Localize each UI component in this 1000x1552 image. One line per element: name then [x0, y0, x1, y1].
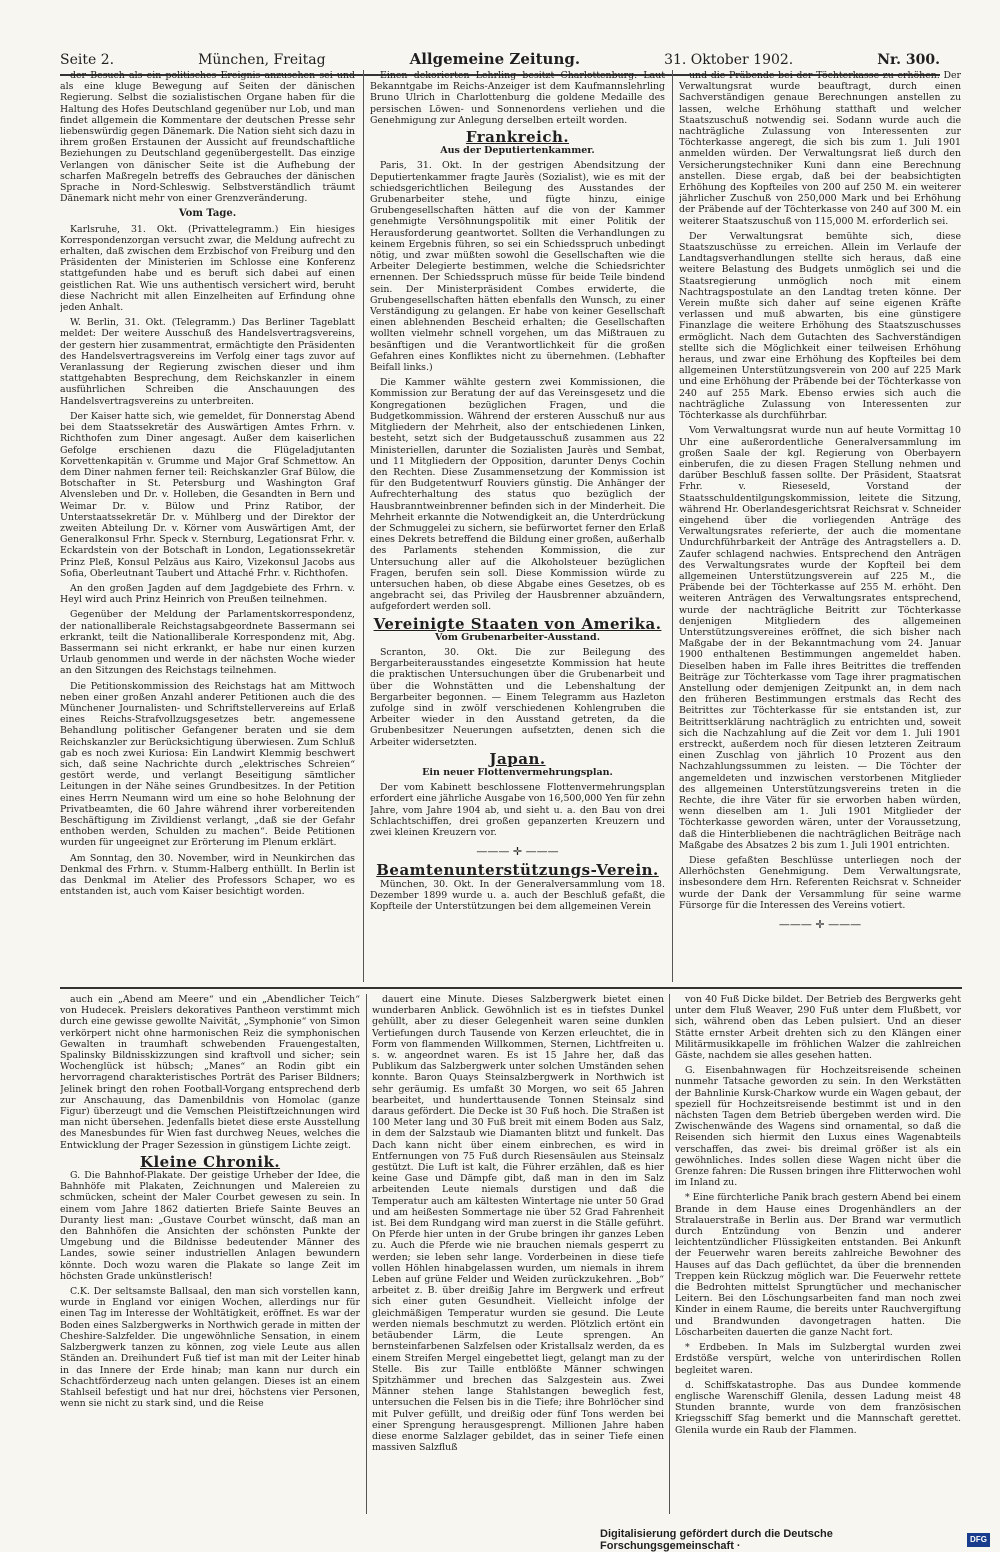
lower-column-3: [675, 994, 961, 1514]
upper-column-1: [60, 70, 355, 980]
section-subtitle: Aus der Deputiertenkammer.: [440, 145, 595, 157]
digitization-footer: [600, 1528, 990, 1552]
article-paragraph: Paris, 31. Okt. In der gestrigen Abendsitzung der Deputiertenkammer fragte Jaurès (Sozialist), wie es mit der schiedsgerichtlichen Beilegung des Ausstandes der Grubenarbeiter stehe, und fügte hinzu, einige Grubengesellschaften hätten auf die von der Kammer genehmigte Versöhnungspolitik mit einer Politik der Herausforderung geantwortet. Sollten die Verhandlungen zu keinem Ergebnis führen, so sei ein Schiedsspruch unbedingt nötig, und zwar müßten sowohl die Gesellschaften wie die Arbeiter Delegierte bestimmen, welche die Schiedsrichter ernennen. Der Schiedsspruch müsse für beide Teile bindend sein. Der Ministerpräsident Combes erwiderte, die Grubengesellschaften hätten ebenfalls den Wunsch, zu einer Verständigung zu gelangen. Er habe von keiner Gesellschaft einen ablehnenden Bescheid erhalten; die Gesellschaften wollten vielmehr schnell vorgehen, um das Mißtrauen zu besänftigen und die Verantwortlichkeit für die großen Gefahren eines Konfliktes nicht zu übernehmen. (Lebhafter Beifall links.): [370, 160, 665, 374]
article-paragraph: Einen dekorierten Lehrling besitzt Charlottenburg. Laut Bekanntgabe im Reichs-Anzeiger ist dem Kaufmannslehrling Bruno Ulrich in Charlottenburg die goldene Medaille des persischen Löwen- und Sonnenordens verliehen und die Genehmigung zur Anlegung derselben erteilt worden.: [370, 70, 665, 126]
section-subtitle: Ein neuer Flottenvermehrungsplan.: [422, 766, 613, 778]
article-paragraph: * Eine fürchterliche Panik brach gestern Abend bei einem Brande in dem Hause eines Drogenhändlers an der Stralauerstraße in Berlin aus. Der Brand war vermutlich durch Entzündung von Benzin und anderer leichtentzündlicher Flüssigkeiten entstanden. Bei Ankunft der Feuerwehr waren bereits zahlreiche Bewohner des Hauses auf das Dach geflüchtet, da über die brennenden Treppen kein Rückzug möglich war. Die Feuerwehr rettete die Bedrohten mittelst Sprungtücher und mechanischer Leitern. Bei den Löschungsarbeiten fand man noch zwei Kinder in einem Raume, die bereits unter Rauchvergiftung und Brandwunden davongetragen hatten. Die Löscharbeiten dauerten die ganze Nacht fort.: [675, 1192, 961, 1338]
article-paragraph: Am Sonntag, den 30. November, wird in Neunkirchen das Denkmal des Frhrn. v. Stumm-Halberg enthüllt. In Berlin ist das Denkmal im Atelier des Professors Schaper, wo es entstanden ist, auch vom Kaiser besichtigt worden.: [60, 852, 355, 898]
column-divider: [366, 994, 367, 1514]
section-title-amerika: Vereinigte Staaten von Amerika.: [373, 614, 662, 633]
article-paragraph: Die Petitionskommission des Reichstags hat am Mittwoch neben einer großen Anzahl anderer Petitionen auch die des Münchener Journalisten- und Schriftstellervereins auf Erlaß eines Reichs-Strafvollzugsgesetzes betr. angemessene Behandlung politischer Gefangener beraten und sie dem Reichskanzler zur Berücksichtigung überwiesen. Zum Schluß gab es noch zwei Kuriosa: Ein Landwirt Klemmig beschwert sich, daß seine Nachrichte durch „elektrisches Schreien“ gestört werde, und verlangt Beseitigung sämtlicher Leitungen in der Nähe seines Grundbesitzes. In der Petition eines Herrn Neumann wird um eine so hohe Belohnung der Privatbeamten, die 60 Jahre während ihrer vorbereitenden Beschäftigung im Zivildienst verlangt, „daß sie der Gefahr enthoben werden, Schulden zu machen“. Beide Petitionen wurden für ungeeignet zur Erörterung im Plenum erklärt.: [60, 680, 355, 849]
section-title-japan: Japan.: [489, 749, 546, 768]
page-number: Seite 2.: [60, 52, 115, 68]
column-divider: [363, 70, 364, 982]
section-title-chronik: Kleine Chronik.: [139, 1152, 281, 1171]
section-subtitle: Vom Grubenarbeiter-Ausstand.: [434, 631, 601, 643]
upper-column-2: [370, 70, 665, 980]
article-paragraph: der Besuch als ein politisches Ereignis anzusehen sei und als eine kluge Bewegung auf Seiten der dänischen Regierung. Selbst die sozialistischen Organe haben für die Haltung des Hofes Deutschland gegenüber nur Lob, und man findet allgemein die Kommentare der deutschen Presse sehr liebenswürdig gegen Dänemark. Die Nation sieht sich dazu in ihrem großen Erstaunen der Aussicht auf freundschaftliche Beziehungen zu Deutschland gegenübergestellt. Das einzige Verlangen von dänischer Seite ist die Aufhebung der scharfen Maßregeln betreffs des Gebrauches der dänischen Sprache in Nord-Schleswig. Selbstverständlich träumt Dänemark nicht mehr von einer Grenzveränderung.: [60, 70, 355, 205]
article-paragraph: Scranton, 30. Okt. Die zur Beilegung des Bergarbeiterausstandes eingesetzte Kommission hat heute die praktischen Untersuchungen über die Grubenarbeit und über die Wohnstätten und die Lebenshaltung der Bergarbeiter begonnen. — Einem Telegramm aus Hazleton zufolge sind in zwölf verschiedenen Kohlengruben die Arbeiter wieder in den Ausstand getreten, da die Grubenbesitzer Neuerungen aufsetzten, denen sich die Arbeiter widersetzten.: [370, 646, 665, 748]
article-paragraph: * Erdbeben. In Mals im Sulzbergtal wurden zwei Erdstöße verspürt, welche von unterirdischen Rollen begleitet waren.: [675, 1342, 961, 1376]
article-paragraph: Der vom Kabinett beschlossene Flottenvermehrungsplan erfordert eine jährliche Ausgabe von 16,500,000 Yen für zehn Jahre, vom Jahre 1904 ab, und sieht u. a. den Bau von drei Schlachtschiffen, drei großen gepanzerten Kreuzern und zwei kleinen Kreuzern vor.: [370, 782, 665, 838]
section-divider: [60, 987, 962, 989]
article-paragraph: Vom Verwaltungsrat wurde nun auf heute Vormittag 10 Uhr eine außerordentliche Generalversammlung im großen Saale der kgl. Regierung von Oberbayern einberufen, die zu diesen Fragen Stellung nehmen und darüber Beschluß fassen sollte. Der Präsident, Staatsrat Frhr. v. Rieseseld, Vorstand der Staatsschuldentilgungskommission, leitete die Sitzung, während Hr. Oberlandesgerichtsrat Reichsrat v. Schneider eingehend über die vorliegenden Anträge des Verwaltungsrates referierte, der auch die momentane Undurchführbarkeit der Anträge des Antragstellers a. D. Zaufer schlagend nachwies. Entsprechend den Anträgen des Verwaltungsrates wurde der Kopfteil bei dem allgemeinen Unterstützungsverein auf 225 M., die Präbende bei der Töchterkasse auf 255 M. erhöht. Den weiteren Anträgen des Verwaltungsrates entsprechend, wurde der nachträgliche Beitritt zur Töchterkasse denjenigen Mitgliedern des allgemeinen Unterstützungsvereines eröffnet, die sich bisher nach Maßgabe der in der Bekanntmachung vom 24. Januar 1900 enthaltenen Bestimmungen angemeldet haben. Dieselben haben im Falle ihres Beitrittes die treffenden Beiträge zur Töchterkasse vom Tage ihrer pragmatischen Anstellung oder demjenigen Zeitpunkt an, in dem nach den früheren Bestimmungen erstmals das Recht des Beitrittes zur Töchterkasse für sie entstanden ist, zur Beitrittserklärung nachträglich zu entrichten und, soweit sich die Nachzahlung auf die Zeit vor dem 1. Juli 1901 erstreckt, außerdem noch für diesen letzteren Zeitraum einen Zuschlag von jährlich 10 Prozent aus den Nachzahlungssummen zu leisten. — Die Töchter der angemeldeten und inzwischen verstorbenen Mitglieder des allgemeinen Unterstützungsvereins treten in die Rechte, die ihre Väter für sie erworben haben würden, wenn dieselben am 1. Juli 1901 Mitglieder der Töchterkasse geworden wären, unter der Voraussetzung, daß die Hinterbliebenen die nachträglichen Beiträge nach Maßgabe des Absatzes 2 bis zum 1. Juli 1901 entrichten.: [679, 425, 961, 851]
issue-number: Nr. 300.: [877, 52, 940, 68]
ornament-divider: ——— ✛ ———: [778, 918, 862, 932]
footer-text: Digitalisierung gefördert durch die Deutsche Forschungsgemeinschaft ·: [600, 1528, 833, 1552]
article-paragraph: G. Die Bahnhof-Plakate. Der geistige Urheber der Idee, die Bahnhöfe mit Plakaten, Zeichnungen und Malereien zu schmücken, scheint der Maler Courbet gewesen zu sein. In einem vom Jahre 1862 datierten Briefe Sainte Beuves an Duranty liest man: „Gustave Courbet wünscht, daß man an den Bahnhöfen die Ansichten der schönsten Punkte der Umgebung und die Bildnisse bedeutender Männer des Landes, sowie seiner industriellen Anlagen bewundern könnte. Doch wozu waren die Plakate so lange Zeit im höchsten Grade unkünstlerisch!: [60, 1170, 360, 1282]
column-divider: [672, 70, 673, 982]
article-paragraph: dauert eine Minute. Dieses Salzbergwerk bietet einen wunderbaren Anblick. Gewöhnlich ist es in tiefstes Dunkel gehüllt, aber zu dieser Gelegenheit waren seine dunklen Vertiefungen durch Tausende von Kerzen erleuchtet, die in Form von flammenden Willkommen, Sternen, Lichtfreiten u. s. w. angeordnet waren. Es ist 15 Jahre her, daß das Publikum das Salzbergwerk unter solchen Umständen sehen konnte. Baron Quays Steinsalzbergwerk in Northwich ist sehr geräumig. Es umfaßt 30 Morgen, wo seit 65 Jahren bearbeitet, und hunderttausende Tonnen Steinsalz sind daraus gefördert. Die Decke ist 30 Fuß hoch. Die Straßen ist 100 Meter lang und 30 Fuß breit mit einem Boden aus Salz, in dem der Salzstaub wie Diamanten blitzt und funkelt. Das Dach kann nicht über einem einbrechen, es wird in Entfernungen von 75 Fuß durch Riesensäulen aus Steinsalz gestützt. Die Luft ist kalt, die Führer erzählen, daß es hier keine Gase und Dämpfe gibt, daß man in den im Salz arbeitenden Leute niemals durstigen und daß die Temperatur auch am kältesten Wintertage nie unter 50 Grad und am heißesten Sommertage nie über 52 Grad Fahrenheit ist. Bei dem Rundgang wird man zuerst in die Ställe geführt. On Pferde hier unten in der Grube bringen ihr ganzes Leben zu. Auch die Pferde wie nie brauchen niemals gesperrt zu werden; sie leben sehr lange. Vorderbeinen in diese tiefe vollen Höhlen hinabgelassen wurden, um niemals in ihrem Leben auf grüne Felder und Weiden zurückzukehren. „Bob“ arbeitet z. B. über dreißig Jahre im Bergwerk und erfreut sich einer guten Gesundheit. Vielleicht infolge der gleichmäßigen Temperatur wurden sie gesund. Die Leute werden niemals beschmutzt zu werden. Plötzlich ertönt ein betäubender Lärm, die Leute sprengen. An bernsteinfarbenen Salzfelsen oder Kristallsalz werden, da es einem Streifen Mergel eingebettet liegt, gelangt man zu der Stelle. Bis zur Taille entblößte Männer schwingen Spitzhämmer und brechen das Salzgestein aus. Zwei Männer stehen lange Stahlstangen beweglich fest, untersuchen die Felsen bis in die Tiefe; ihre Bohrlöcher sind mit Pulver gefüllt, und dreißig oder fünf Tons werden bei einer Sprengung herausgesprengt. Millionen Jahre haben diese enorme Salzlager gebildet, das in seiner Tiefe einen massiven Salzfluß: [372, 994, 664, 1454]
article-paragraph: München, 30. Okt. In der Generalversammlung vom 18. Dezember 1899 wurde u. a. auch der Beschluß gefaßt, die Kopfteile der Unterstützungen bei dem allgemeinen Verein: [370, 878, 665, 913]
article-paragraph: Der Kaiser hatte sich, wie gemeldet, für Donnerstag Abend bei dem Staatssekretär des Auswärtigen Amtes Frhrn. v. Richthofen zum Diner angesagt. Außer dem kaiserlichen Gefolge erschienen dazu die Flügeladjutanten Korvettenkapitän v. Grumme und Major Graf Schmettow. An dem Diner nahmen ferner teil: Reichskanzler Graf Bülow, die Botschafter in St. Petersburg und Washington Graf Alvensleben und Dr. v. Holleben, die Gesandten in Bern und Weimar Dr. v. Bülow und Prinz Ratibor, der Unterstaatssekretär Dr. v. Mühlberg und der Direktor der zweiten Abteilung Dr. v. Körner vom Auswärtigen Amt, der Generalkonsul Frhr. Speck v. Sternburg, Legationsrat Frhr. v. Eckardstein von der Botschaft in London, Legationssekretär Prinz Pleß, Konsul Pelzäus aus Kairo, Vizekonsul Jacobs aus Sofia, Oberleutnant Taubert und Attaché Frhr. v. Richthofen.: [60, 410, 355, 579]
section-title-frankreich: Frankreich.: [465, 128, 570, 147]
article-paragraph: An den großen Jagden auf dem Jagdgebiete des Frhrn. v. Heyl wird auch Prinz Heinrich von Preußen teilnehmen.: [60, 582, 355, 606]
article-paragraph: von 40 Fuß Dicke bildet. Der Betrieb des Bergwerks geht unter dem Fluß Weaver, 290 Fuß unter dem Flußbett, vor sich, während oben das Leben pulsiert. Und an dieser Stätte ernster Arbeit drehten sich zu den Klängen einer Militärmusikkapelle im fröhlichen Walzer die zahlreichen Gäste, nachdem sie alles gesehen hatten.: [675, 994, 961, 1062]
ornament-divider: ——— ✛ ———: [476, 845, 559, 859]
article-paragraph: Diese gefaßten Beschlüsse unterliegen noch der Allerhöchsten Genehmigung. Dem Verwaltungsrate, insbesondere dem Hrn. Referenten Reichsrat v. Schneider wurde der Dank der Versammlung für seine warme Fürsorge für die Interessen des Vereins votiert.: [679, 855, 961, 911]
newspaper-title: Allgemeine Zeitung.: [409, 50, 581, 68]
article-paragraph: Gegenüber der Meldung der Parlamentskorrespondenz, der nationalliberale Reichstagsabgeordnete Bassermann sei erkrankt, teilt die Nationalliberale Korrespondenz mit, Abg. Bassermann sei nicht erkrankt, er habe nur einen kurzen Urlaub genommen und werde in der nächsten Woche wieder an den Sitzungen des Reichstags teilnehmen.: [60, 609, 355, 677]
article-paragraph: Karlsruhe, 31. Okt. (Privattelegramm.) Ein hiesiges Korrespondenzorgan versucht zwar, die Meldung aufrecht zu erhalten, daß zwischen dem Erzbischof von Freiburg und den Präsidenten der Ministerien im Schlosse eine Konferenz stattgefunden habe und es beruft sich dabei auf einen geistlichen Rat. Wie uns authentisch versichert wird, beruht diese Nachricht mit allen Einzelheiten auf Erfindung ohne jeden Anhalt.: [60, 223, 355, 314]
article-paragraph: und die Präbende bei der Töchterkasse zu erhöhen. Der Verwaltungsrat wurde beauftragt, durch einen Sachverständigen genaue Berechnungen anstellen zu lassen, welche Erhöhung statthaft und welcher Staatszuschuß notwendig sei. Sodann wurde auch die nachträgliche Zulassung von Interessenten zur Töchterkasse angeregt, die sich bis zum 1. Juli 1901 anmelden würden. Der Verwaltungsrat ließ durch den Versicherungstechniker Kuni dann eine Berechnung anstellen. Diese ergab, daß bei der beabsichtigten Erhöhung des Kopfteiles von 200 auf 250 M. ein weiterer jährlicher Zuschuß von 250,000 Mark und bei Erhöhung der Präbende auf der Töchterkasse von 240 auf 300 M. ein weiterer Staatszuschuß von 115,000 M. erforderlich sei.: [679, 70, 961, 227]
place-day: München, Freitag: [198, 52, 326, 68]
section-title-beamten: Beamtenunterstützungs-Verein.: [376, 861, 659, 880]
lower-column-2: [372, 994, 664, 1514]
article-paragraph: G. Eisenbahnwagen für Hochzeitsreisende scheinen nunmehr Tatsache geworden zu sein. In den Werkstätten der Bahnlinie Kursk-Charkow wurde ein Wagen gebaut, der speziell für Hochzeitsreisende bestimmt ist und in den nächsten Tagen dem Betrieb übergeben werden wird. Die Zwischenwände des Wagens sind ornamental, so daß die Reisenden sich hiermit den Luxus eines Wagenabteils verschaffen, das zwei- bis dreimal größer ist als ein gewöhnliches. Indes sollen diese Wagen nicht über die Grenze fahren: Die Russen bringen ihre Flitterwochen wohl im Inland zu.: [675, 1065, 961, 1189]
lower-column-1: [60, 994, 360, 1514]
article-paragraph: auch ein „Abend am Meere“ und ein „Abendlicher Teich“ von Hudecek. Preislers dekoratives Pantheon verstimmt mich durch eine gewisse gewollte Naivität, „Symphonie“ von Simon verkörpert nicht ohne harmonischen Reiz die symphonischen Gewalten in traumhaft schwebenden Frauengestalten, Spalinsky Bildnisskizzungen sind kraftvoll und sicher; sein Wochenglück ist hübsch; „Manes“ an Rodin gibt ein hervorragend charakteristisches Porträt des Pariser Bildners; Jelinek bringt den rohen Football-Vorgang entsprechend derb zur Anschauung, das Damenbildnis von Homolac (ganze Figur) überzeugt und die Vemschen Pleistiftzeichnungen wird man nicht übersehen. Jedenfalls bietet diese erste Ausstellung des Manesbundes für Wien fast durchweg Neues, welches die Entwicklung der Prager Sezession in günstigem Lichte zeigt.: [60, 994, 360, 1151]
dfg-logo-icon: DFG: [967, 1533, 990, 1547]
issue-date: 31. Oktober 1902.: [664, 52, 794, 68]
article-paragraph: C.K. Der seltsamste Ballsaal, den man sich vorstellen kann, wurde in England vor einigen Wochen, allerdings nur für einen Tag im Interesse der Wohltätigkeit, eröffnet. Es war der Boden eines Salzbergwerks in Northwich gerade in mitten der Cheshire-Salzfelder. Die ungewöhnliche Sensation, in einem Salzbergwerk tanzen zu können, zog viele Leute aus allen Ständen an. Dreihundert Fuß tief ist man mit der Leiter hinab in das Innere der Erde hinab; man kann nur durch ein Schachtförderzeug nach unten gelangen. Dieses ist an einem Stahlseil befestigt und hat nur drei, höchstens vier Personen, wenn sie nicht zu stark sind, und die Reise: [60, 1286, 360, 1410]
section-heading: Vom Tage.: [178, 208, 237, 220]
article-paragraph: Der Verwaltungsrat bemühte sich, diese Staatszuschüsse zu erreichen. Allein im Verlaufe der Landtagsverhandlungen stellte sich heraus, daß eine weitere Belastung des Budgets unmöglich sei und die Staatsregierung unmöglich noch mit einem Nachtragspostulate an den Landtag treten könne. Der Verein mußte sich daher auf seine eigenen Kräfte verlassen und muß abwarten, bis eine günstigere Finanzlage die weitere Erhöhung des Staatszuschusses ermöglicht. Nach dem Gutachten des Sachverständigen stellte sich die Möglichkeit einer teilweisen Erhöhung heraus, und zwar eine Erhöhung des Kopfteiles bei dem allgemeinen Unterstützungsverein von 200 auf 225 Mark und eine Erhöhung der Präbende bei der Töchterkasse von 240 auf 255 Mark. Ebenso erwies sich auch die nachträgliche Zulassung von Interessenten zur Töchterkasse als durchführbar.: [679, 230, 961, 422]
upper-column-3: [679, 70, 961, 980]
article-paragraph: d. Schiffskatastrophe. Das aus Dundee kommende englische Warenschiff Glenila, dessen Ladung meist 48 Stunden brannte, wurde von dem französischen Kriegsschiff Sfag bemerkt und die Mannschaft gerettet. Glenila wurde ein Raub der Flammen.: [675, 1379, 961, 1436]
article-paragraph: Die Kammer wählte gestern zwei Kommissionen, die Kommission zur Beratung der auf das Vereinsgesetz und die Kongregationen bezüglichen Fragen, und die Budgetkommission. Während der ersteren Ausschuß nur aus Mitgliedern der Mehrheit, also der entschiedenen Linken, besteht, setzt sich der Budgetausschuß zusammen aus 22 Ministeriellen, darunter die Sozialisten Jaurès und Sembat, und 11 Mitgliedern der Opposition, darunter Denys Cochin den Rechten. Diese Zusammensetzung der Kommission ist für den Budgetentwurf Rouviers günstig. Die Anhänger der Aufrechterhaltung des status quo bezüglich der Hausbranntweinbrenner befinden sich in der Minderheit. Die Mehrheit erkannte die Notwendigkeit an, die Unterdrückung der Schmuggelei zu sichern, sie befürwortet ferner den Erlaß eines Dekrets betreffend die Bildung einer großen, außerhalb des Parlaments stehenden Kommission, die zur Untersuchung aller auf die Alkoholsteuer bezüglichen Fragen, berufen sein soll. Diese Kommission würde zu untersuchen haben, ob diese Abgabe eines Gesetzes, ob es angebracht sei, das Privileg der Hausbrenner abzuändern, aufgefordert werden soll.: [370, 377, 665, 613]
column-divider: [669, 994, 670, 1514]
article-paragraph: W. Berlin, 31. Okt. (Telegramm.) Das Berliner Tageblatt meldet: Der weitere Ausschuß des Handelsvertragsvereins, der gestern hier zusammentrat, ermächtigte den Präsidenten des Handelsvertragsvereins im Verfolg einer tags zuvor auf Veranlassung der Regierung zwischen dieser und ihm stattgehabten Besprechung, dem Reichskanzler in einem ausführlichen Schreiben die Anschauungen des Handelsvertragsvereins zu unterbreiten.: [60, 317, 355, 407]
